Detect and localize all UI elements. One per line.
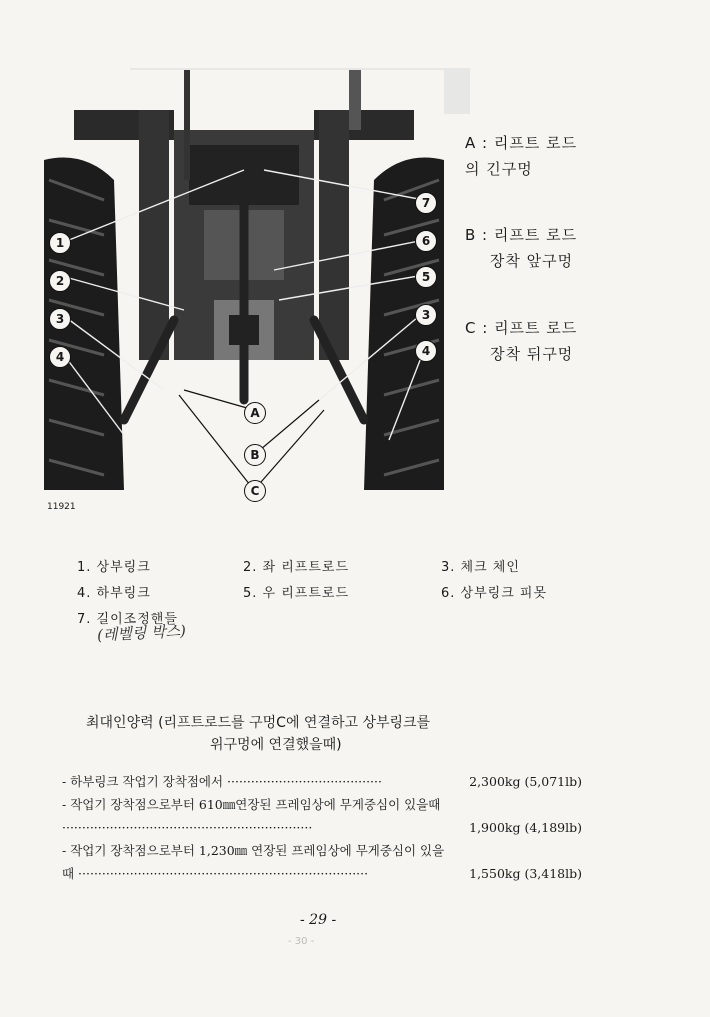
lift-capacity-specs — [62, 770, 582, 885]
spec-row — [62, 862, 582, 885]
heading-line1: 최대인양력 (리프트로드를 구멍C에 연결하고 상부링크를 — [86, 715, 431, 731]
callout-c-line1: C : 리프트 로드 — [465, 319, 578, 337]
marker-5: 5 — [415, 266, 437, 288]
legend-item-4: 4. 하부링크 — [77, 586, 151, 601]
marker-4-left: 4 — [49, 346, 71, 368]
spec-text: 때 ········································································· — [62, 866, 369, 881]
spec-row — [62, 839, 582, 862]
callout-b-line1: B : 리프트 로드 — [465, 226, 578, 244]
spec-value: 1,550kg (3,418lb) — [469, 866, 582, 881]
legend-item-5: 5. 우 리프트로드 — [243, 586, 350, 601]
marker-c: C — [244, 480, 266, 502]
callout-c — [465, 315, 577, 367]
callout-a — [465, 130, 603, 182]
marker-1: 1 — [49, 232, 71, 254]
spec-value: 2,300kg (5,071lb) — [469, 774, 582, 789]
spec-text: - 작업기 장착점으로부터 1,230㎜ 연장된 프레임상에 무게중심이 있을 — [62, 843, 445, 858]
spec-value: 1,900kg (4,189lb) — [469, 820, 582, 835]
tractor-rear-illustration — [44, 70, 444, 495]
marker-b: B — [244, 444, 266, 466]
max-lift-heading — [86, 712, 430, 756]
spec-row — [62, 770, 582, 793]
callout-a-line1: A : 리프트 로드 — [465, 134, 578, 152]
legend-item-2: 2. 좌 리프트로드 — [243, 560, 350, 575]
callout-b — [465, 222, 577, 274]
legend-item-3: 3. 체크 체인 — [441, 560, 520, 575]
spec-text: - 하부링크 작업기 장착점에서 ······································· — [62, 774, 382, 789]
marker-2: 2 — [49, 270, 71, 292]
tractor-rear-photo — [44, 70, 444, 495]
callout-b-line2: 장착 앞구멍 — [489, 252, 574, 270]
callout-a-line2: 의 긴구멍 — [465, 160, 533, 178]
legend-item-1: 1. 상부링크 — [77, 560, 151, 575]
heading-line2: 위구멍에 연결했을때) — [210, 737, 342, 753]
spec-row — [62, 816, 582, 839]
marker-7: 7 — [415, 192, 437, 214]
legend-item-6: 6. 상부링크 피못 — [441, 586, 548, 601]
callout-c-line2: 장착 뒤구멍 — [490, 345, 574, 363]
photo-code: 11921 — [47, 502, 76, 512]
marker-a: A — [244, 402, 266, 424]
spec-row — [62, 793, 582, 816]
handwritten-note: (레벨링 박스) — [96, 621, 187, 645]
page-number-bleed: - 30 - — [288, 936, 315, 947]
marker-6: 6 — [415, 230, 437, 252]
page-number: - 29 - — [300, 912, 337, 928]
spec-text: - 작업기 장착점으로부터 610㎜연장된 프레임상에 무게중심이 있을때 — [62, 797, 441, 812]
marker-4-right: 4 — [415, 340, 437, 362]
legend-item-7: 7. 길이조정핸들 — [77, 612, 178, 627]
marker-3-right: 3 — [415, 304, 437, 326]
marker-3-left: 3 — [49, 308, 71, 330]
spec-text: ······························································· — [62, 820, 313, 835]
